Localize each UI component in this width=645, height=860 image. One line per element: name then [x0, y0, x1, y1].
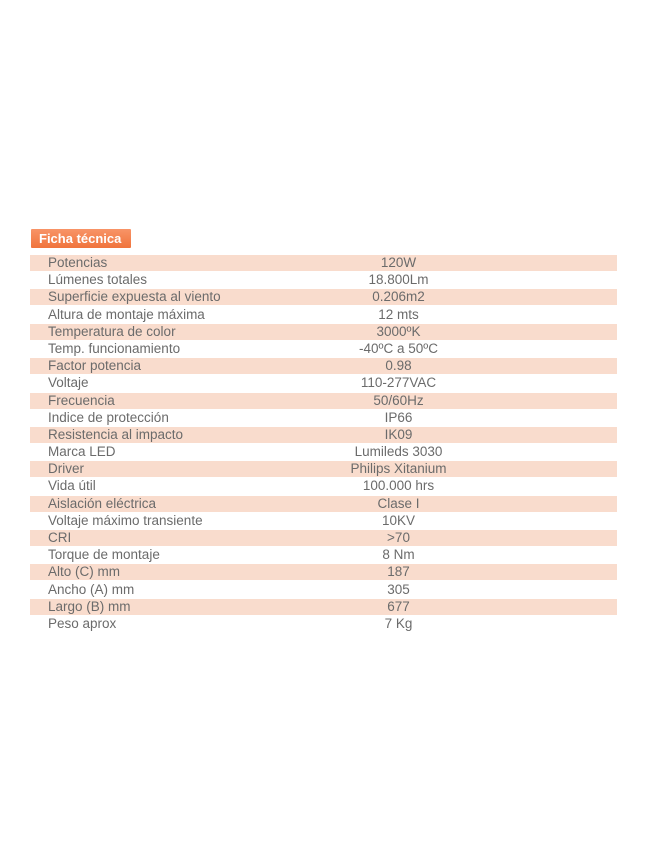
spec-row-driver	[30, 461, 617, 477]
spec-label: Indice de protección	[48, 409, 169, 425]
spec-label: Vida útil	[48, 478, 96, 494]
spec-row-ancho	[30, 582, 617, 598]
spec-row-largo	[30, 599, 617, 615]
spec-value: IK09	[384, 426, 413, 442]
spec-row-voltaje	[30, 375, 617, 391]
spec-row-voltaje-transiente	[30, 513, 617, 529]
spec-row-temperatura-color	[30, 324, 617, 340]
spec-row-temp-funcionamiento	[30, 341, 617, 357]
spec-label: Largo (B) mm	[48, 598, 131, 614]
spec-row-peso	[30, 616, 617, 632]
spec-label: Aislación eléctrica	[48, 495, 157, 511]
spec-label: Superficie expuesta al viento	[48, 289, 221, 305]
spec-label: Marca LED	[48, 444, 116, 460]
spec-value: 305	[387, 581, 410, 597]
spec-row-frecuencia	[30, 393, 617, 409]
spec-label: Voltaje máximo transiente	[48, 512, 203, 528]
spec-label: Frecuencia	[48, 392, 115, 408]
spec-label: Peso aprox	[48, 615, 117, 631]
spec-row-marca-led	[30, 444, 617, 460]
spec-value: 0.98	[385, 358, 412, 374]
spec-value: IP66	[384, 409, 413, 425]
spec-row-potencias	[30, 255, 617, 271]
spec-row-aislacion-electrica	[30, 496, 617, 512]
spec-value: 18.800Lm	[368, 272, 429, 288]
spec-value: 3000ºK	[376, 323, 421, 339]
spec-label: Ancho (A) mm	[48, 581, 135, 597]
spec-label: Temp. funcionamiento	[48, 340, 181, 356]
spec-label: Temperatura de color	[48, 323, 176, 339]
spec-label: Altura de montaje máxima	[48, 306, 205, 322]
spec-label: Torque de montaje	[48, 547, 160, 563]
spec-row-indice-proteccion	[30, 410, 617, 426]
spec-value: 7 Kg	[384, 615, 413, 631]
spec-row-superficie-expuesta	[30, 289, 617, 305]
spec-row-cri	[30, 530, 617, 546]
spec-label: Driver	[48, 461, 84, 477]
spec-sheet	[30, 229, 617, 633]
spec-row-factor-potencia	[30, 358, 617, 374]
spec-value: 187	[387, 564, 410, 580]
spec-label: Voltaje	[48, 375, 89, 391]
spec-value: 110-277VAC	[360, 375, 437, 391]
spec-value: 12 mts	[378, 306, 419, 322]
spec-value: >70	[387, 530, 410, 545]
spec-value: Philips Xitanium	[350, 461, 447, 477]
spec-row-lumenes-totales	[30, 272, 617, 288]
spec-value: 677	[387, 598, 410, 614]
spec-value: 100.000 hrs	[362, 478, 435, 494]
spec-value: 8 Nm	[382, 547, 415, 563]
spec-label: CRI	[48, 530, 72, 545]
spec-row-altura-montaje	[30, 307, 617, 323]
spec-table	[30, 255, 617, 632]
spec-row-alto	[30, 564, 617, 580]
spec-label: Factor potencia	[48, 358, 142, 374]
section-title: Ficha técnica	[31, 229, 131, 248]
spec-label: Lúmenes totales	[48, 272, 148, 288]
spec-label: Alto (C) mm	[48, 564, 120, 580]
spec-value: Lumileds 3030	[354, 444, 443, 460]
spec-value: 10KV	[381, 512, 416, 528]
spec-value: 120W	[380, 255, 417, 270]
spec-row-resistencia-impacto	[30, 427, 617, 443]
spec-value: 50/60Hz	[373, 392, 424, 408]
spec-row-vida-util	[30, 478, 617, 494]
spec-value: 0.206m2	[372, 289, 425, 305]
spec-value: -40ºC a 50ºC	[359, 340, 438, 356]
spec-value: Clase I	[377, 495, 420, 511]
spec-label: Potencias	[48, 255, 108, 270]
spec-label: Resistencia al impacto	[48, 426, 184, 442]
spec-row-torque-montaje	[30, 547, 617, 563]
